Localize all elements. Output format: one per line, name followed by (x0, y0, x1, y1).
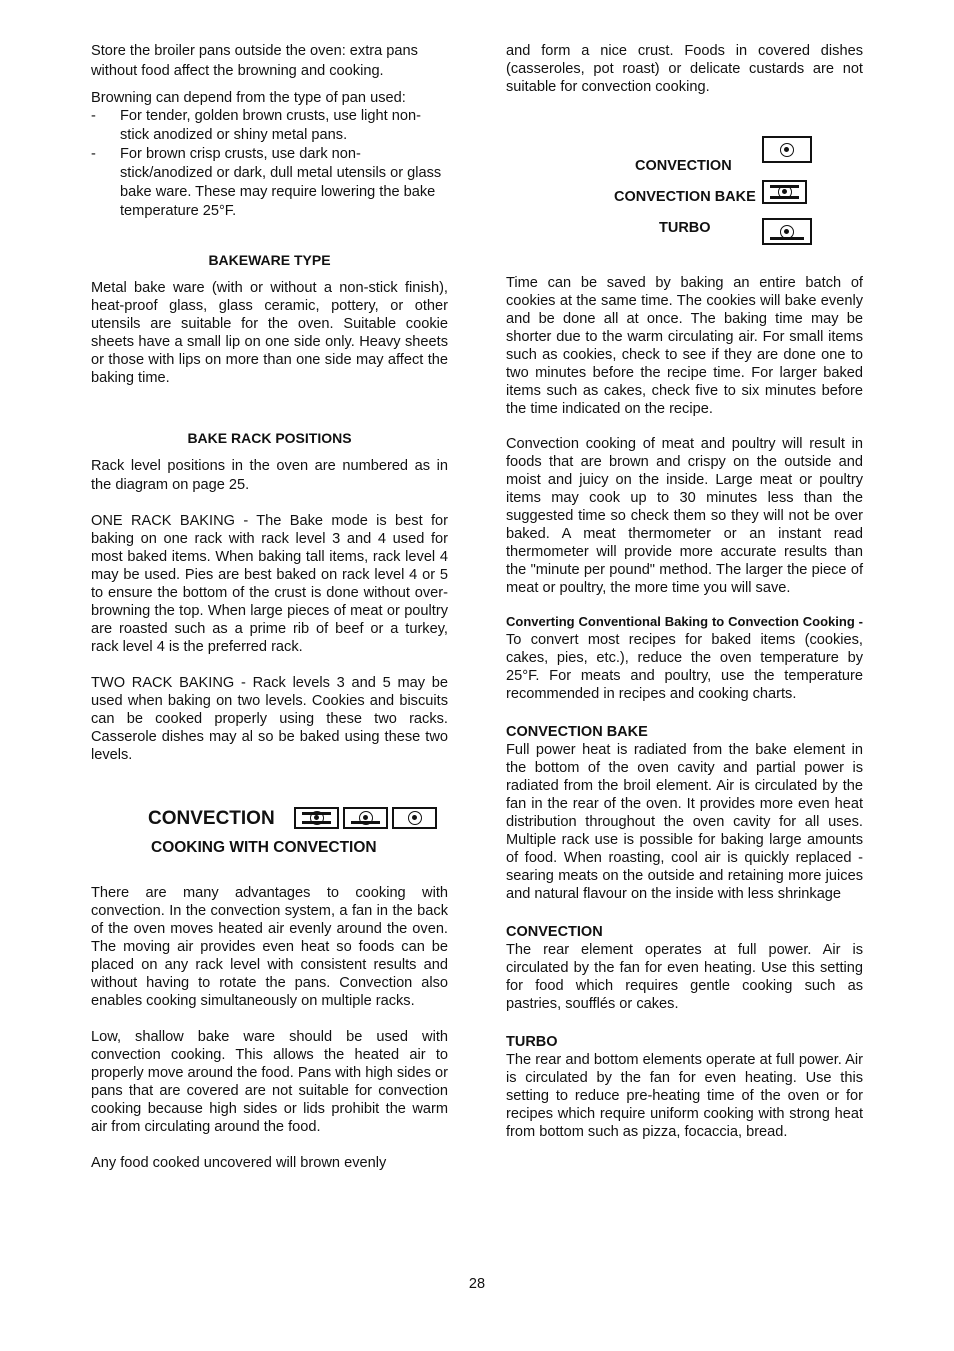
fan-icon (392, 807, 437, 829)
broiler-paragraph: Store the broiler pans outside the oven: extra pans without food affect the browning and cooking. (91, 43, 418, 79)
browning-list (91, 107, 448, 221)
bakeware-heading: BAKEWARE TYPE (208, 252, 331, 268)
continued-paragraph: and form a nice crust. Foods in covered dishes (casseroles, pot roast) or delicate custards are not suitable for convection cooking. (506, 43, 863, 95)
convection-paragraph-1: There are many advantages to cooking with convection. In the convection system, a fan in the back of the oven moves heated air evenly around the oven. The moving air provides even heat so foods can be placed on any rack level with consistent results and without having to rotate the pans. Convection also enables cooking simultaneously on multiple racks. (91, 885, 448, 1009)
convection-title: CONVECTION (148, 808, 275, 829)
time-paragraph: Time can be saved by baking an entire batch of cookies at the same time. The cookies will bake evenly and be done all at once. The baking time may be shorter due to the warm circulating air. For small items such as cookies, check to see if they are done one to two minutes before the recipe time. For larger baked items such as cakes, check five to six minutes before the time indicated on the recipe. (506, 275, 863, 417)
legend-label-convection-bake: CONVECTION BAKE (614, 189, 756, 205)
turbo-heading: TURBO (506, 1034, 558, 1050)
turbo-fan-icon (762, 218, 812, 245)
page-number: 28 (468, 1276, 486, 1292)
fan-with-elements-icon (762, 180, 807, 204)
list-item: - For tender, golden brown crusts, use light non-stick anodized or shiny metal pans. (91, 107, 448, 145)
left-column (91, 42, 448, 1172)
turbo-fan-icon (343, 807, 388, 829)
convection-bake-heading: CONVECTION BAKE (506, 724, 648, 740)
mode-legend (506, 96, 863, 236)
convection-paragraph-3: Any food cooked uncovered will brown evenly (91, 1155, 387, 1171)
right-column (506, 42, 863, 1141)
bakeware-paragraph: Metal bake ware (with or without a non-stick finish), heat-proof glass, glass ceramic, pottery, or other utensils are suitable for the oven. Suitable cookie sheets have a small lip on one side only. Heavy sheets or those with lips on more than one side may affect the baking time. (91, 280, 448, 386)
rack-heading: BAKE RACK POSITIONS (187, 430, 352, 446)
fan-icon (762, 136, 812, 163)
convection-subtitle: COOKING WITH CONVECTION (151, 839, 377, 856)
browning-paragraph: Browning can depend from the type of pan used: (91, 90, 406, 106)
legend-label-turbo: TURBO (659, 220, 711, 236)
converting-paragraph (506, 613, 863, 703)
converting-label: Converting Conventional Baking to Convection Cooking - (506, 614, 863, 629)
meat-paragraph: Convection cooking of meat and poultry will result in foods that are brown and crispy on the outside and moist and juicy on the inside. Large meat or poultry items may cook up to 30 minutes less than the suggested time so check them so they will not be over baked. A meat thermometer or an instant read thermometer will provide more accurate results than the "minute per pound" method. The larger the piece of meat or poultry, the more time you will save. (506, 436, 863, 596)
legend-label-convection: CONVECTION (635, 158, 732, 174)
rack-paragraph-3: TWO RACK BAKING - Rack levels 3 and 5 may be used when baking on two levels. Cookies and biscuits can be cooked properly using these two racks. Casserole dishes may al so be baked using these two levels. (91, 675, 448, 763)
convection-heading: CONVECTION (506, 924, 603, 940)
converting-text: To convert most recipes for baked items (cookies, cakes, pies, etc.), reduce the oven temperature by 25°F. For meats and poultry, use the temperature recommended in recipes and cooking charts. (506, 632, 863, 702)
turbo-paragraph: The rear and bottom elements operate at full power. Air is circulated by the fan for even heating. Use this setting to reduce pre-heating time of the oven or for recipes which require uniform cooking with strong heat from bottom such as pizza, focaccia, bread. (506, 1052, 863, 1140)
rack-paragraph-2: ONE RACK BAKING - The Bake mode is best for baking on one rack with rack level 3 and 4 used for most baked items. When baking tall items, rack level 4 may be used. Pies are best baked on rack level 4 or 5 to ensure the bottom of the crust is done without over-browning the top. When large pieces of meat or poultry are roasted such as a prime rib of beef or a turkey, rack level 4 is the preferred rack. (91, 513, 448, 655)
convection-title-row (91, 804, 448, 838)
convection-paragraph-2: Low, shallow bake ware should be used with convection cooking. This allows the heated air to properly move around the food. Pans with high sides or pans that are covered are not suitable for convection cooking because high sides or lids prohibit the warm air from circulating around the food. (91, 1029, 448, 1135)
fan-with-elements-icon (294, 807, 339, 829)
convection-paragraph: The rear element operates at full power. Air is circulated by the fan for even heating. Use this setting for food which requires gentle cooking such as pastries, soufflés or cakes. (506, 942, 863, 1012)
convection-bake-paragraph: Full power heat is radiated from the bake element in the bottom of the oven cavity and partial power is radiated from the broil element. Air is circulated by the fan in the rear of the oven. It provides more even heat distribution throughout the oven cavity for all uses. Multiple rack use is possible for baking large amounts of food. When roasting, cool air is quickly replaced - searing meats on the outside and retaining more juices and natural flavour on the inside with less shrinkage (506, 742, 863, 902)
list-item: - For brown crisp crusts, use dark non-stick/anodized or dark, dull metal utensils or glass bake ware. These may require lowering the bake temperature 25°F. (91, 145, 448, 221)
rack-paragraph-1: Rack level positions in the oven are numbered as in the diagram on page 25. (91, 458, 448, 493)
